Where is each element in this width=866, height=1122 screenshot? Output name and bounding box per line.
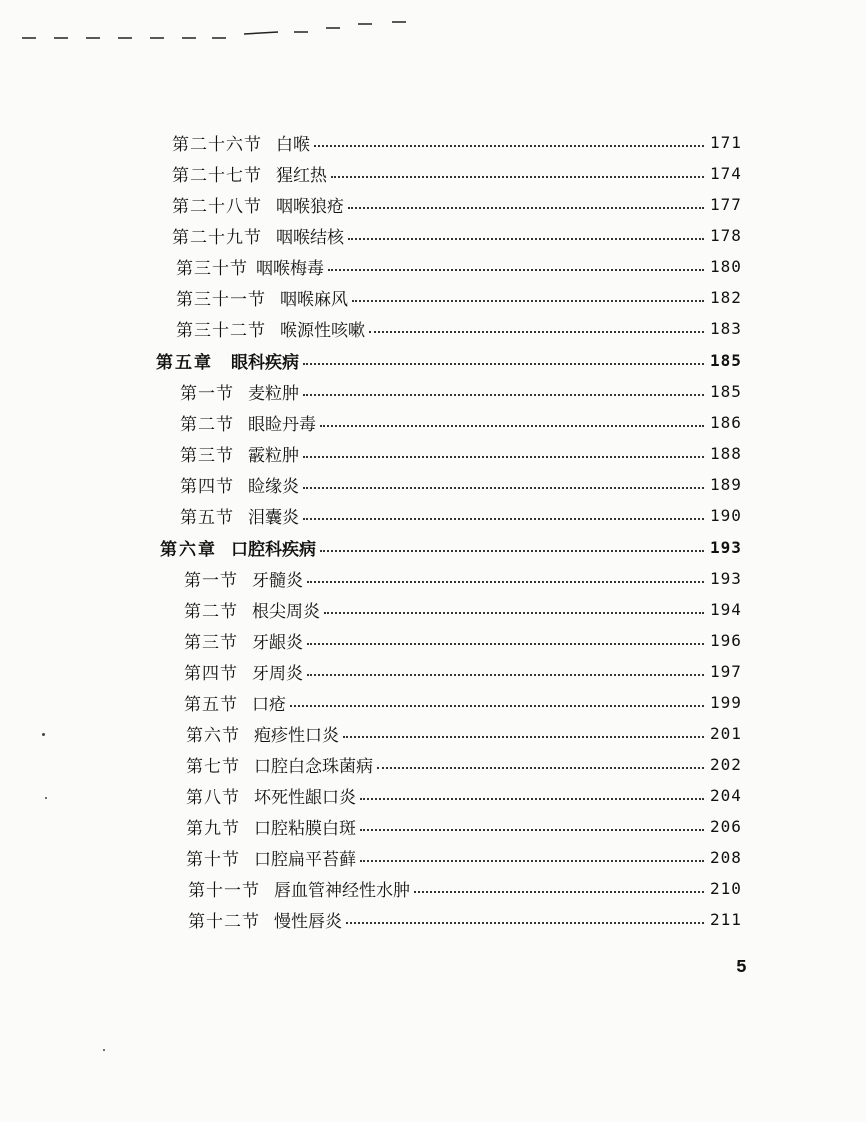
toc-section-entry: [180, 407, 746, 438]
dot-leader: [360, 828, 704, 831]
section-number: 第三十二节: [176, 321, 266, 341]
scan-speck: [45, 797, 47, 799]
section-title: 咽喉梅毒: [256, 259, 324, 279]
section-number: 第五节: [180, 508, 234, 528]
section-number: 第二节: [180, 415, 234, 435]
section-number: 第七节: [186, 757, 240, 777]
page-number-ref: 197: [710, 662, 742, 681]
toc-section-entry: [172, 158, 746, 189]
section-number: 第四节: [184, 664, 238, 684]
dot-leader: [307, 673, 704, 676]
dot-leader: [303, 393, 704, 396]
section-title: 白喉: [276, 135, 310, 155]
section-title: 泪囊炎: [248, 508, 299, 528]
dot-leader: [307, 642, 704, 645]
chapter-number: 第六章: [160, 540, 217, 560]
toc-section-entry: [172, 220, 746, 251]
toc-section-entry: [184, 687, 746, 718]
toc-section-entry: [186, 780, 746, 811]
page-number-ref: 174: [710, 164, 742, 183]
toc-section-entry: [186, 811, 746, 842]
page-number-ref: 196: [710, 631, 742, 650]
page-number-ref: 193: [710, 538, 742, 557]
section-number: 第六节: [186, 726, 240, 746]
section-number: 第一节: [180, 384, 234, 404]
chapter-title: 口腔科疾病: [231, 540, 316, 560]
section-number: 第十一节: [188, 881, 260, 901]
dot-leader: [348, 237, 704, 240]
toc-section-entry: [186, 749, 746, 780]
section-number: 第二十九节: [172, 228, 262, 248]
dot-leader: [328, 268, 704, 271]
page-number-ref: 211: [710, 910, 742, 929]
section-title: 咽喉狼疮: [276, 197, 344, 217]
page-number-ref: 188: [710, 444, 742, 463]
section-title: 坏死性龈口炎: [254, 788, 356, 808]
dot-leader: [348, 206, 704, 209]
toc-chapter-entry: [160, 532, 746, 563]
page-number-ref: 206: [710, 817, 742, 836]
section-title: 牙龈炎: [252, 633, 303, 653]
section-number: 第一节: [184, 571, 238, 591]
section-number: 第二节: [184, 602, 238, 622]
dot-leader: [346, 921, 704, 924]
toc-section-entry: [188, 904, 746, 935]
section-number: 第三十节: [176, 259, 248, 279]
section-number: 第十节: [186, 850, 240, 870]
dot-leader: [320, 424, 704, 427]
page-number-ref: 178: [710, 226, 742, 245]
section-title: 牙髓炎: [252, 571, 303, 591]
section-number: 第二十八节: [172, 197, 262, 217]
section-title: 牙周炎: [252, 664, 303, 684]
page-number-ref: 186: [710, 413, 742, 432]
chapter-number: 第五章: [156, 353, 213, 373]
dot-leader: [314, 144, 704, 147]
section-title: 霰粒肿: [248, 446, 299, 466]
page-number-ref: 189: [710, 475, 742, 494]
section-title: 疱疹性口炎: [254, 726, 339, 746]
section-title: 口腔扁平苔藓: [254, 850, 356, 870]
dot-leader: [360, 797, 704, 800]
section-number: 第三十一节: [176, 290, 266, 310]
toc-section-entry: [172, 127, 746, 158]
dot-leader: [414, 890, 704, 893]
page-number-ref: 185: [710, 382, 742, 401]
toc-section-entry: [176, 282, 746, 313]
dashed-rule: [22, 18, 422, 48]
section-title: 睑缘炎: [248, 477, 299, 497]
dot-leader: [360, 859, 704, 862]
section-number: 第九节: [186, 819, 240, 839]
page-number: 5: [736, 958, 747, 978]
section-title: 眼睑丹毒: [248, 415, 316, 435]
section-title: 口腔粘膜白斑: [254, 819, 356, 839]
toc-section-entry: [184, 656, 746, 687]
dot-leader: [324, 611, 704, 614]
section-number: 第三节: [184, 633, 238, 653]
dot-leader: [303, 455, 704, 458]
dot-leader: [290, 704, 704, 707]
page-number-ref: 190: [710, 506, 742, 525]
dot-leader: [307, 580, 704, 583]
toc-section-entry: [172, 189, 746, 220]
dot-leader: [303, 486, 704, 489]
dot-leader: [303, 362, 704, 365]
page-number-ref: 202: [710, 755, 742, 774]
section-number: 第五节: [184, 695, 238, 715]
scan-speck: [42, 733, 45, 736]
dot-leader: [320, 549, 704, 552]
page-number-ref: 193: [710, 569, 742, 588]
section-title: 根尖周炎: [252, 602, 320, 622]
dot-leader: [331, 175, 704, 178]
chapter-title: 眼科疾病: [231, 353, 299, 373]
toc-section-entry: [184, 563, 746, 594]
section-number: 第八节: [186, 788, 240, 808]
page-number-ref: 210: [710, 879, 742, 898]
page-number-ref: 177: [710, 195, 742, 214]
section-number: 第四节: [180, 477, 234, 497]
section-title: 咽喉结核: [276, 228, 344, 248]
section-title: 唇血管神经性水肿: [274, 881, 410, 901]
toc-section-entry: [176, 251, 746, 282]
toc-section-entry: [188, 873, 746, 904]
section-number: 第二十六节: [172, 135, 262, 155]
page-number-ref: 204: [710, 786, 742, 805]
page-number-ref: 185: [710, 351, 742, 370]
dot-leader: [369, 330, 704, 333]
toc-chapter-entry: [156, 345, 746, 376]
toc-section-entry: [176, 313, 746, 344]
dot-leader: [377, 766, 704, 769]
scan-speck: [103, 1049, 105, 1051]
toc-section-entry: [180, 438, 746, 469]
page-number-ref: 201: [710, 724, 742, 743]
section-number: 第三节: [180, 446, 234, 466]
section-title: 咽喉麻风: [280, 290, 348, 310]
toc-section-entry: [180, 500, 746, 531]
toc-section-entry: [186, 842, 746, 873]
page-number-ref: 194: [710, 600, 742, 619]
page-number-ref: 183: [710, 319, 742, 338]
toc-section-entry: [184, 594, 746, 625]
section-title: 口疮: [252, 695, 286, 715]
page-number-ref: 180: [710, 257, 742, 276]
toc-section-entry: [180, 469, 746, 500]
dot-leader: [303, 517, 704, 520]
page-number-ref: 208: [710, 848, 742, 867]
toc-section-entry: [180, 376, 746, 407]
toc-section-entry: [186, 718, 746, 749]
page-number-ref: 199: [710, 693, 742, 712]
section-number: 第十二节: [188, 912, 260, 932]
section-title: 慢性唇炎: [274, 912, 342, 932]
page-number-ref: 182: [710, 288, 742, 307]
section-title: 麦粒肿: [248, 384, 299, 404]
section-title: 喉源性咳嗽: [280, 321, 365, 341]
page-number-ref: 171: [710, 133, 742, 152]
section-title: 口腔白念珠菌病: [254, 757, 373, 777]
toc-section-entry: [184, 625, 746, 656]
dot-leader: [352, 299, 704, 302]
section-title: 猩红热: [276, 166, 327, 186]
dot-leader: [343, 735, 704, 738]
section-number: 第二十七节: [172, 166, 262, 186]
